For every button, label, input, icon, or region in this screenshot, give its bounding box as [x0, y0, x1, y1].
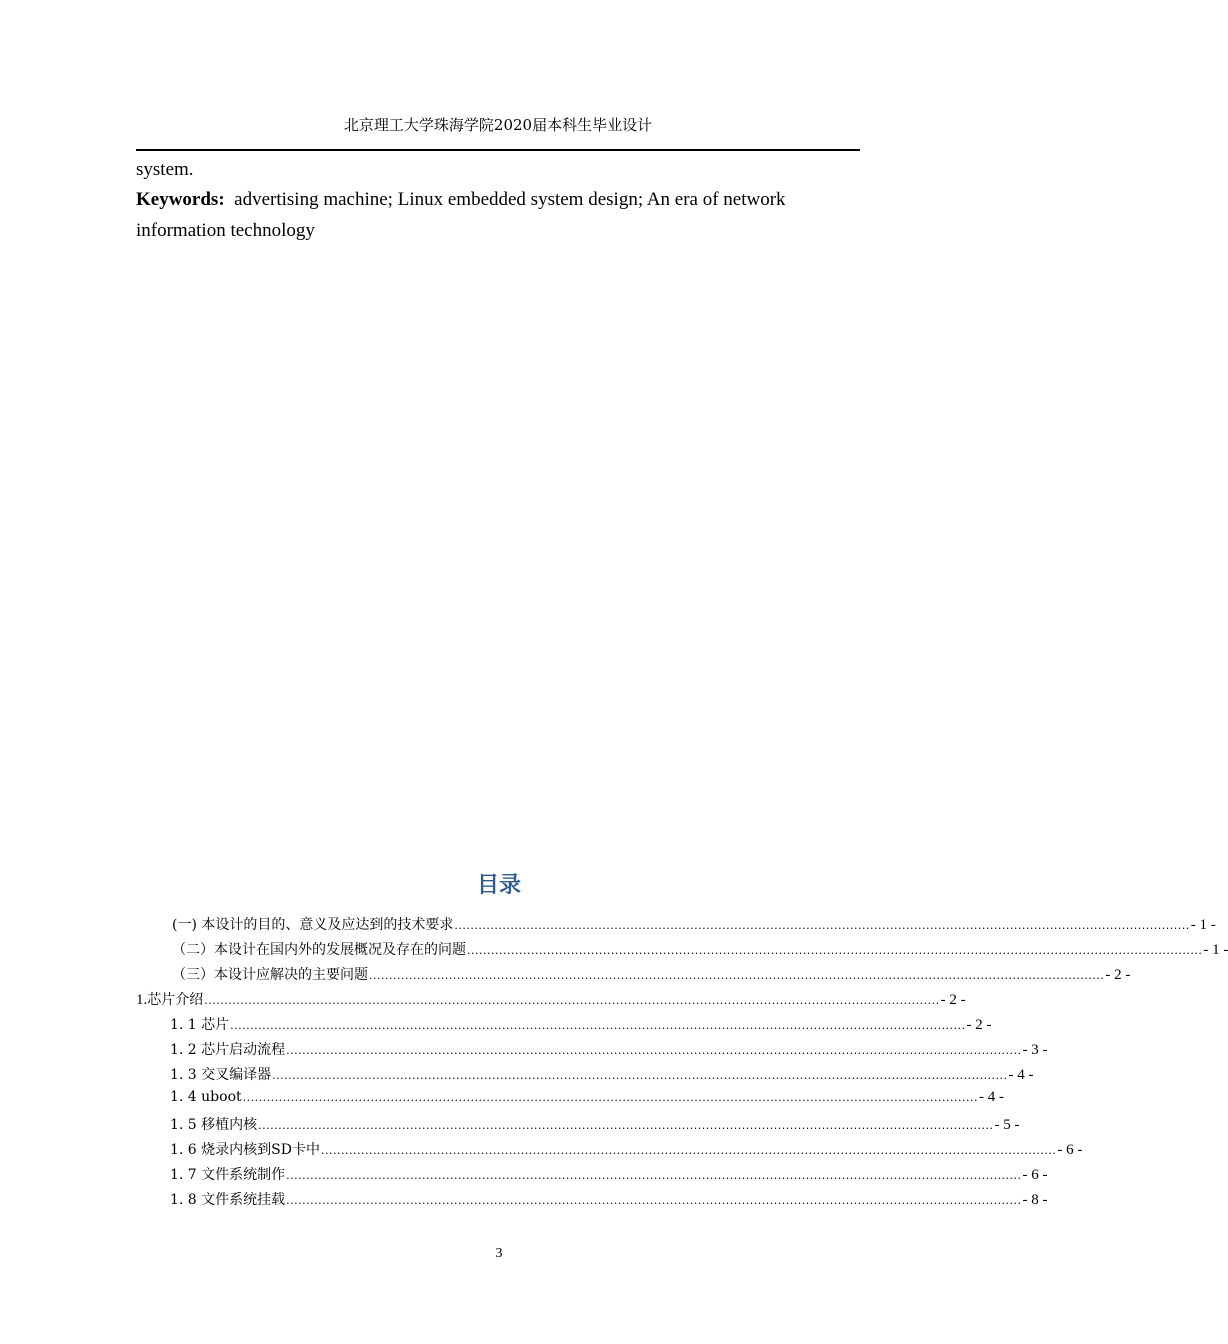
toc-entry-2[interactable] [172, 939, 1228, 961]
page-header: 北京理工大学珠海学院2020届本科生毕业设计 [343, 116, 653, 134]
keywords-continuation: information technology [136, 220, 315, 241]
toc-leader: ........................................................................................................................................................................................ [272, 1069, 1008, 1082]
toc-entry-label: （三）本设计应解决的主要问题 [172, 967, 368, 983]
header-rule [136, 149, 860, 151]
toc-leader: ........................................................................................................................................................................................ [242, 1091, 979, 1104]
toc-entry-page: - 1 - [1203, 942, 1228, 958]
toc-entry-label: 1. 3 交叉编译器 [170, 1067, 272, 1083]
toc-entry-page: - 1 - [1190, 917, 1216, 933]
toc-entry-page: - 2 - [1105, 967, 1131, 983]
toc-leader: ........................................................................................................................................................................................ [286, 1044, 1022, 1057]
toc-entry-7[interactable] [170, 1064, 1034, 1086]
toc-entry-9[interactable] [170, 1114, 1020, 1136]
toc-entry-number: 1. [136, 992, 148, 1008]
toc-entry-label: 1. 2 芯片启动流程 [170, 1042, 286, 1058]
toc-entry-3[interactable] [172, 964, 1131, 986]
toc-entry-page: - 3 - [1022, 1042, 1048, 1058]
toc-leader: ........................................................................................................................................................................................ [467, 944, 1203, 957]
toc-entry-label: (一) 本设计的目的、意义及应达到的技术要求 [172, 917, 454, 933]
toc-entry-label: 1. 6 烧录内核到SD卡中 [170, 1142, 320, 1158]
keywords-line [136, 188, 786, 212]
toc-entry-10[interactable] [170, 1139, 1083, 1161]
page-number: 3 [495, 1246, 503, 1261]
toc-entry-page: - 5 - [994, 1117, 1020, 1133]
toc-entry-label: 1. 5 移植内核 [170, 1117, 258, 1133]
toc-entry-label: 1. 7 文件系统制作 [170, 1167, 286, 1183]
toc-leader: ........................................................................................................................................................................................ [286, 1169, 1022, 1182]
toc-leader: ........................................................................................................................................................................................ [286, 1194, 1022, 1207]
toc-entry-page: - 4 - [979, 1089, 1005, 1105]
toc-entry-label: 1. 1 芯片 [170, 1017, 230, 1033]
toc-entry-label: 1. 4 uboot [170, 1089, 242, 1105]
toc-entry-1[interactable] [172, 914, 1216, 936]
toc-entry-page: - 4 - [1008, 1067, 1034, 1083]
toc-entry-11[interactable] [170, 1164, 1048, 1186]
toc-leader: ........................................................................................................................................................................................ [454, 919, 1190, 932]
toc-leader: ........................................................................................................................................................................................ [369, 969, 1105, 982]
toc-entry-5[interactable] [170, 1014, 992, 1036]
toc-entry-4[interactable] [136, 989, 966, 1011]
toc-entry-page: - 6 - [1057, 1142, 1083, 1158]
keywords-text: advertising machine; Linux embedded system design; An era of network [234, 189, 786, 210]
toc-entry-label: （二）本设计在国内外的发展概况及存在的问题 [172, 942, 466, 958]
toc-entry-page: - 6 - [1022, 1167, 1048, 1183]
toc-leader: ........................................................................................................................................................................................ [258, 1119, 994, 1132]
toc-entry-6[interactable] [170, 1039, 1048, 1061]
toc-entry-page: - 2 - [966, 1017, 992, 1033]
abstract-tail: system. [136, 159, 194, 180]
toc-entry-8[interactable] [170, 1089, 1005, 1111]
toc-entry-label: 芯片介绍 [147, 992, 204, 1008]
toc-leader: ........................................................................................................................................................................................ [230, 1019, 966, 1032]
toc-leader: ........................................................................................................................................................................................ [204, 994, 940, 1007]
toc-entry-label: 1. 8 文件系统挂载 [170, 1192, 286, 1208]
toc-entry-page: - 8 - [1022, 1192, 1048, 1208]
toc-leader: ........................................................................................................................................................................................ [320, 1144, 1057, 1157]
keywords-label: Keywords: [136, 189, 225, 210]
toc-entry-page: - 2 - [940, 992, 966, 1008]
toc-title: 目录 [476, 873, 521, 898]
toc-entry-12[interactable] [170, 1189, 1048, 1211]
